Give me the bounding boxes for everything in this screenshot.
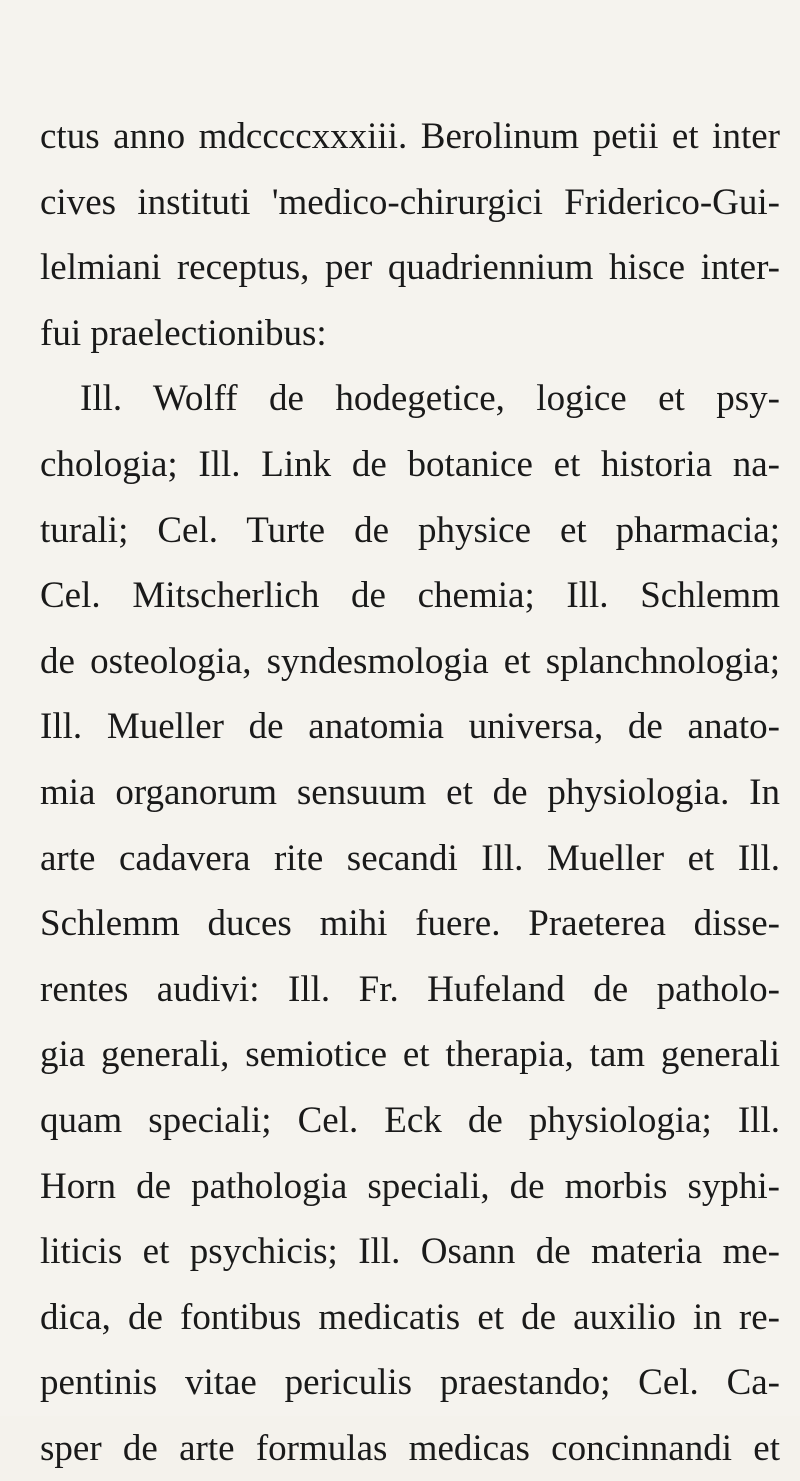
text-line: mia organorum sensuum et de physiologia. In	[40, 771, 780, 813]
text-line: de osteologia, syndesmologia et splanchnologia;	[40, 640, 780, 682]
text-line: Horn de pathologia speciali, de morbis syphi-	[40, 1165, 780, 1207]
text-line: pentinis vitae periculis praestando; Cel. Ca-	[40, 1362, 780, 1404]
text-line: fui praelectionibus:	[40, 312, 327, 354]
text-line: turali; Cel. Turte de physice et pharmacia;	[40, 509, 780, 551]
text-line: Ill. Mueller de anatomia universa, de anato-	[40, 706, 780, 748]
text-line: lelmiani receptus, per quadriennium hisce inter-	[40, 247, 780, 289]
text-line: quam speciali; Cel. Eck de physiologia; Ill.	[40, 1099, 780, 1141]
text-line: arte cadavera rite secandi Ill. Mueller et Ill.	[40, 837, 780, 879]
text-line: sper de arte formulas medicas concinnandi et	[40, 1427, 780, 1469]
text-line: cives instituti 'medico-chirurgici Friderico-Gui-	[40, 181, 780, 223]
text-line: dica, de fontibus medicatis et de auxilio in re-	[40, 1296, 780, 1338]
text-line: chologia; Ill. Link de botanice et historia na-	[40, 443, 780, 485]
text-line: Cel. Mitscherlich de chemia; Ill. Schlemm	[40, 575, 780, 617]
body-text	[40, 104, 780, 1481]
text-line: gia generali, semiotice et therapia, tam generali	[40, 1034, 780, 1076]
text-line: Ill. Wolff de hodegetice, logice et psy-	[80, 378, 780, 420]
text-line: ctus anno mdccccxxxiii. Berolinum petii et inter	[40, 116, 780, 157]
text-line: rentes audivi: Ill. Fr. Hufeland de patholo-	[40, 968, 780, 1010]
text-line: liticis et psychicis; Ill. Osann de materia me-	[40, 1231, 780, 1273]
text-line: Schlemm duces mihi fuere. Praeterea disse-	[40, 903, 780, 945]
